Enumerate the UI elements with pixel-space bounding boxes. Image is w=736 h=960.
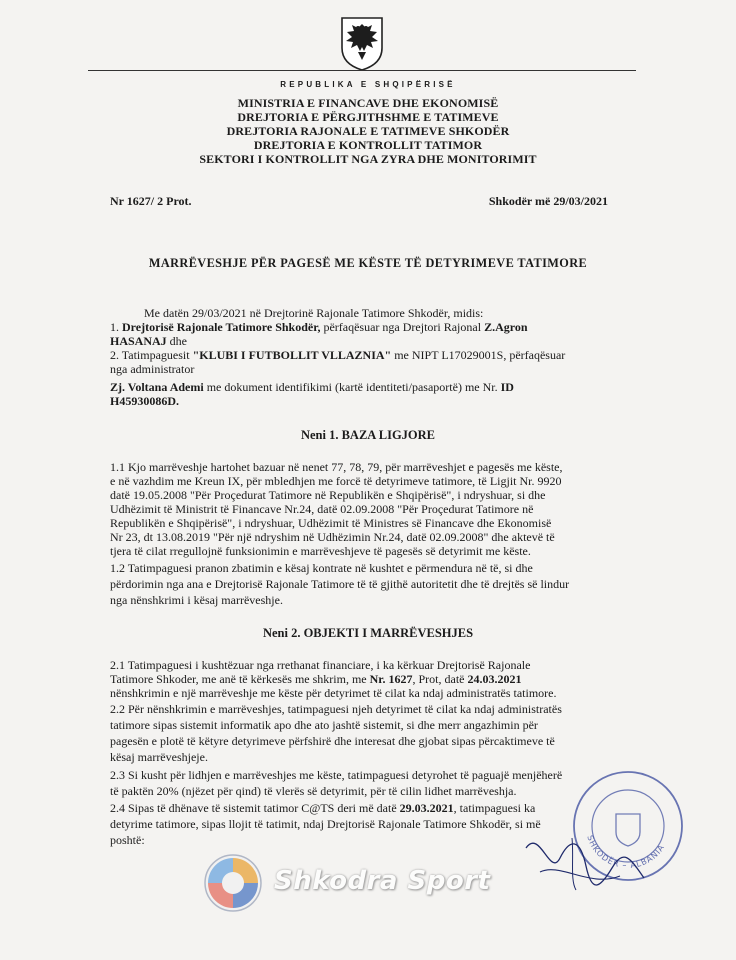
- section-2-line: të paktën 20% (njëzet për qind) të vlerës së detyrimit, për të cilin lidhet marrëveshja.: [110, 784, 517, 798]
- section-1-line: Nr 23, dt 13.08.2019 "Për një ndryshim në Udhëzimin Nr.24, datë 02.09.2008" dhe aktevë të: [110, 530, 555, 544]
- stamp-text: SHKODËR – ALBANIA: [585, 834, 667, 871]
- intro-party-2: 2. Tatimpaguesit "KLUBI I FUTBOLLIT VLLAZNIA" me NIPT L17029001S, përfaqësuar: [110, 348, 566, 362]
- section-2-line: nënshkrimin e një marrëveshje me këste për detyrimet të cilat ka ndaj administratës tatimore.: [110, 686, 557, 700]
- watermark-text: Shkodra Sport: [274, 866, 491, 896]
- shkodra-sport-watermark: [200, 852, 530, 914]
- section-2-line: tatimore sipas sistemit informatik apo dhe ato jashtë sistemit, si dhe merr angazhimin për: [110, 718, 538, 732]
- albanian-emblem-icon: [336, 14, 388, 72]
- section-2-line: 2.2 Për nënshkrimin e marrëveshjes, tatimpaguesi njeh detyrimet të cilat ka ndaj administratës: [110, 702, 562, 716]
- document-title: MARRËVESHJE PËR PAGESË ME KËSTE TË DETYRIMEVE TATIMORE: [148, 256, 588, 270]
- shkodra-sport-logo-icon: [202, 852, 264, 914]
- letterhead-rule: [88, 70, 636, 71]
- intro-administrator: Zj. Voltana Ademi me dokument identifikimi (kartë identiteti/pasaportë) me Nr. ID: [110, 380, 514, 394]
- section-1-line: 1.1 Kjo marrëveshje hartohet bazuar në nenet 77, 78, 79, për marrëveshjet e pagesës me këste,: [110, 460, 563, 474]
- ministry-heading: MINISTRIA E FINANCAVE DHE EKONOMISË: [237, 96, 499, 110]
- place-date: Shkodër më 29/03/2021: [488, 194, 608, 208]
- intro-party-1: 1. Drejtorisë Rajonale Tatimore Shkodër, përfaqësuar nga Drejtori Rajonal Z.Agron: [110, 320, 528, 334]
- section-1-line: nga nënshkrimi i kësaj marrëveshje.: [110, 593, 283, 607]
- section-2-line: 2.4 Sipas të dhënave të sistemit tatimor C@TS deri më datë 29.03.2021, tatimpaguesi ka: [110, 801, 536, 815]
- section-1-line: përdorimin nga ana e Drejtorisë Rajonale Tatimore të të gjithë autoritetit dhe të drejtës së lindur: [110, 577, 570, 591]
- intro-party-1-cont: HASANAJ dhe: [110, 334, 187, 348]
- section-1-line: 1.2 Tatimpaguesi pranon zbatimin e kësaj kontrate në kushtet e përmendura në të, si dhe: [110, 561, 533, 575]
- section-2-line: Tatimore Shkoder, me anë të kërkesës me shkrim, me Nr. 1627, Prot, datë 24.03.2021: [110, 672, 522, 686]
- protocol-number: Nr 1627/ 2 Prot.: [110, 194, 192, 208]
- section-2-line: pagesën e plotë të këtyre detyrimeve përfshirë dhe interesat dhe gjobat sipas përcaktimeve të: [110, 734, 555, 748]
- section-1-line: e në vazhdim me Kreun IX, për mbledhjen me forcë të detyrimeve tatimore, të Ligjit Nr. 9920: [110, 474, 562, 488]
- sector-heading: SEKTORI I KONTROLLIT NGA ZYRA DHE MONITORIMIT: [199, 152, 537, 166]
- section-2-heading: Neni 2. OBJEKTI I MARRËVESHJES: [262, 626, 474, 640]
- regional-directorate-heading: DREJTORIA RAJONALE E TATIMEVE SHKODËR: [226, 124, 510, 138]
- republic-heading: REPUBLIKA E SHQIPËRISË: [280, 80, 456, 89]
- section-2-line: kësaj marrëveshjeje.: [110, 750, 208, 764]
- signature: [520, 818, 650, 898]
- section-1-heading: Neni 1. BAZA LIGJORE: [300, 428, 436, 442]
- section-2-line: 2.3 Si kusht për lidhjen e marrëveshjes me këste, tatimpaguesi detyrohet të paguajë menjëherë: [110, 768, 563, 782]
- section-1-line: datë 19.05.2008 "Për Proçedurat Tatimore në Republikën e Shqipërisë", i ndryshuar, si dhe: [110, 488, 546, 502]
- intro-line: Me datën 29/03/2021 në Drejtorinë Rajonale Tatimore Shkodër, midis:: [144, 306, 484, 320]
- section-1-line: Udhëzimit të Ministrit të Financave Nr.24, datë 02.09.2008 "Për Proçedurat Tatimore në: [110, 502, 534, 516]
- general-directorate-heading: DREJTORIA E PËRGJITHSHME E TATIMEVE: [237, 110, 499, 124]
- section-2-line: detyrime tatimore, sipas llojit të tatimit, ndaj Drejtorisë Rajonale Tatimore Shkodër, si më: [110, 817, 541, 831]
- section-1-line: tjera të cilat rregullojnë funksionimin e marrëveshjeve të pagesës së detyrimit me këste.: [110, 544, 531, 558]
- control-directorate-heading: DREJTORIA E KONTROLLIT TATIMOR: [253, 138, 483, 152]
- intro-id-number: H45930086D.: [110, 394, 179, 408]
- section-2-line: 2.1 Tatimpaguesi i kushtëzuar nga rrethanat financiare, i ka kërkuar Drejtorisë Rajonale: [110, 658, 531, 672]
- intro-party-2-cont: nga administrator: [110, 362, 195, 376]
- section-2-line: poshtë:: [110, 833, 145, 847]
- section-1-line: Republikën e Shqipërisë", i ndryshuar, Udhëzimit të Ministres së Financave dhe Ekonomisë: [110, 516, 552, 530]
